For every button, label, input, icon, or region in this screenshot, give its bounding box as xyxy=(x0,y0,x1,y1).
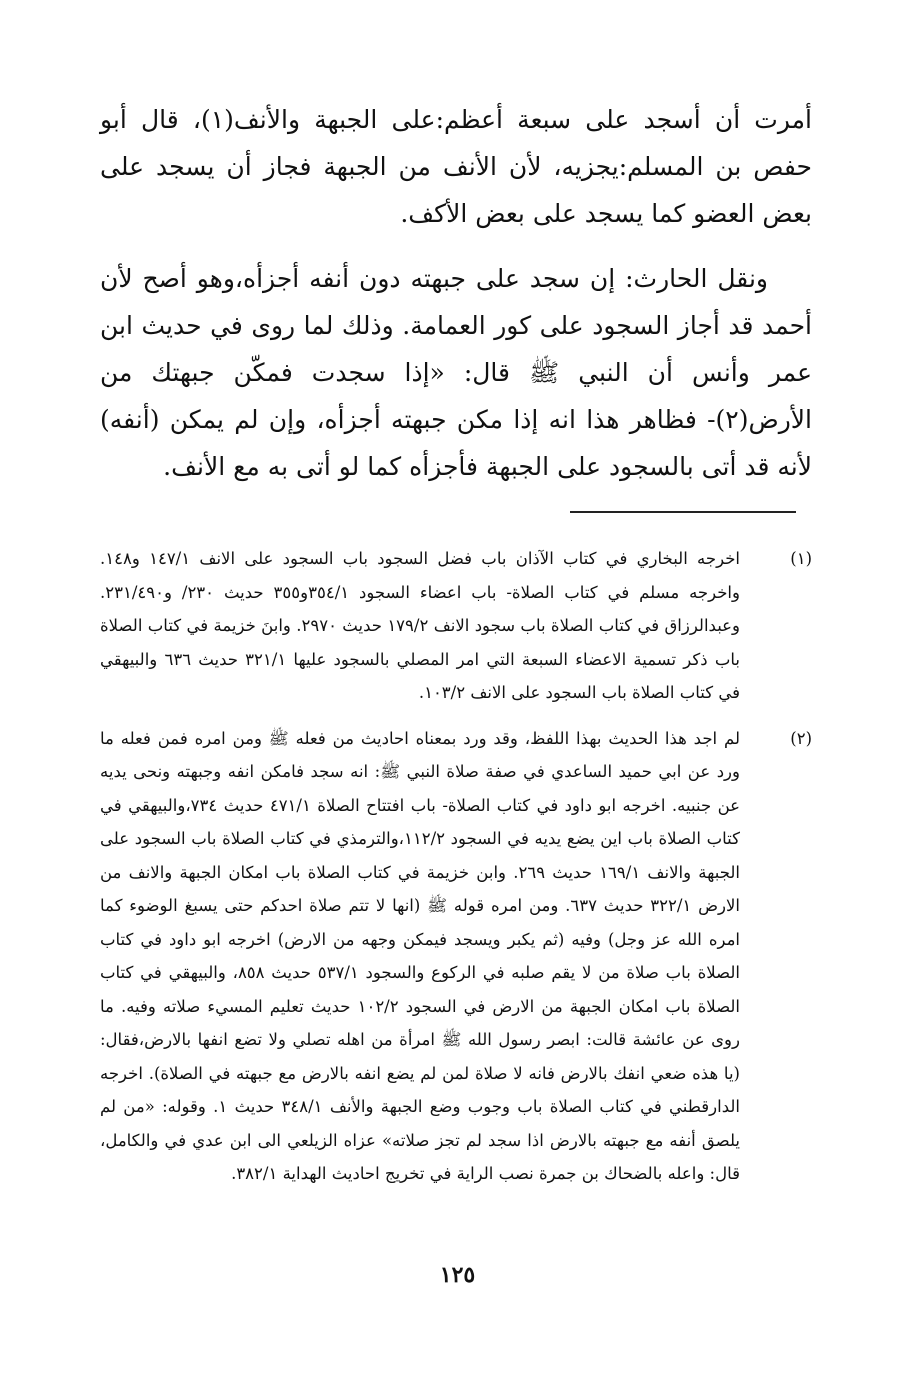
body-paragraph-1: أمرت أن أسجد على سبعة أعظم:على الجبهة والأنف(١)، قال أبو حفص بن المسلم:يجزيه، لأن الأنف من الجبهة فجاز أن يسجد على بعض العضو كما يسجد على بعض الأكف. xyxy=(100,105,812,228)
footnote-text: لم اجد هذا الحديث بهذا اللفظ، وقد ورد بمعناه احاديث من فعله ﷺ ومن امره فمن فعله ما ورد عن ابي حميد الساعدي في صفة صلاة النبي ﷺ: انه سجد فامكن انفه وجبهته ونحى يديه عن جنبيه. اخرجه ابو داود في كتاب الصلاة- باب افتتاح الصلاة ٤٧١/١ حديث ٧٣٤،والبيهقي في كتاب الصلاة باب اين يضع يديه في السجود ١١٢/٢،والترمذي في كتاب الصلاة باب السجود على الجبهة والانف ١٦٩/١ حديث ٢٦٩. وابن خزيمة في كتاب الصلاة باب امكان الجبهة والانف من الارض ٣٢٢/١ حديث ٦٣٧. ومن امره قوله ﷺ (انها لا تتم صلاة احدكم حتى يسبغ الوضوء كما امره الله عز وجل) وفيه (ثم يكبر ويسجد فيمكن وجهه من الارض) اخرجه ابو داود في كتاب الصلاة باب صلاة من لا يقم صلبه في الركوع والسجود ٥٣٧/١ حديث ٨٥٨، والبيهقي في كتاب الصلاة باب امكان الجبهة من الارض في السجود ١٠٢/٢ حديث تعليم المسيء صلاته وفيه. ما روى عن عائشة قالت: ابصر رسول الله ﷺ امرأة من اهله تصلي ولا تضع انفها بالارض،فقال: (يا هذه ضعي انفك بالارض فانه لا صلاة لمن لم يضع انفه بالارض مع جبهته في الصلاة). اخرجه الدارقطني في كتاب الصلاة باب وجوب وضع الجبهة والأنف ٣٤٨/١ حديث ١. وقوله: «من لم يلصق أنفه مع جبهته بالارض اذا سجد لم تجز صلاته» عزاه الزيلعي الى ابن عدي في والكامل، قال: واعله بالضحاك بن جمرة نصب الراية في تخريج احاديث الهداية ٣٨٢/١. xyxy=(100,728,741,1183)
main-text xyxy=(100,96,812,508)
page-number: ١٢٥ xyxy=(439,1262,476,1288)
footnotes xyxy=(100,542,812,1203)
footnote-number: (٢) xyxy=(790,728,812,748)
footnote-1 xyxy=(100,542,812,710)
footnote-text: اخرجه البخاري في كتاب الآذان باب فضل السجود باب السجود على الانف ١٤٧/١ و١٤٨. واخرجه مسلم في كتاب الصلاة- باب اعضاء السجود ٣٥٤/١و٣٥٥ حديث ٢٣٠/ و٢٣١/٤٩٠. وعبدالرزاق في كتاب الصلاة باب سجود الانف ١٧٩/٢ حديث ٢٩٧٠. وابنَ خزيمة في كتاب الصلاة باب ذكر تسمية الاعضاء السبعة التي امر المصلي بالسجود عليها ٣٢١/١ حديث ٦٣٦ والبيهقي في كتاب الصلاة باب السجود على الانف ١٠٣/٢. xyxy=(100,549,740,702)
footnote-number: (١) xyxy=(790,549,812,568)
footnote-separator xyxy=(570,511,796,513)
footnote-2 xyxy=(100,722,812,1191)
body-paragraph-2: ونقل الحارث: إن سجد على جبهته دون أنفه أجزأه،وهو أصح لأن أحمد قد أجاز السجود على كور العمامة. وذلك لما روى في حديث ابن عمر وأنس أن النبي ﷺ قال: «إذا سجدت فمكّن جبهتك من الأرض(٢)- فظاهر هذا انه إذا مكن جبهته أجزأه، وإن لم يمكن (أنفه) لأنه قد أتى بالسجود على الجبهة فأجزأه كما لو أتى به مع الأنف. xyxy=(100,264,812,481)
